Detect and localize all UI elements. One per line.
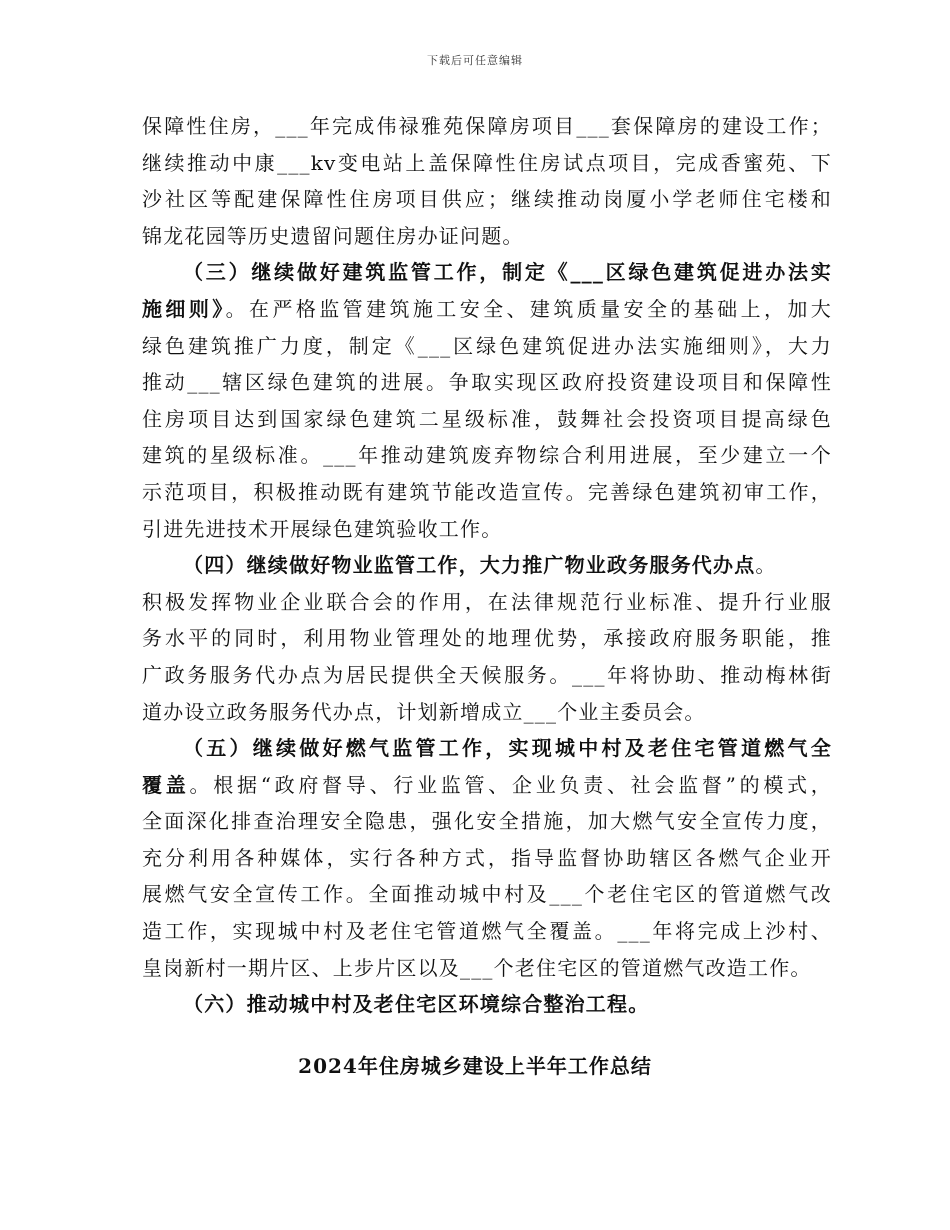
- text-line: 广政务服务代办点为居民提供全天候服务。___年将协助、推动梅林街: [142, 662, 832, 687]
- text-line: [142, 291, 832, 328]
- document-title: 2024年住房城乡建设上半年工作总结: [298, 1054, 652, 1078]
- section-heading: （四）继续做好物业监管工作，大力推广物业政务服务代办点: [183, 553, 756, 578]
- text-line: 务水平的同时，利用物业管理处的地理优势，承接政府服务职能，推: [142, 626, 832, 651]
- text-line: 全面深化排查治理安全隐患，强化安全措施，加大燃气安全宣传力度，: [142, 809, 832, 834]
- text-line: 道办设立政务服务代办点，计划新增成立___个业主委员会。: [142, 699, 706, 724]
- text-run: 。在严格监管建筑施工安全、建筑质量安全的基础上，加大: [225, 296, 832, 321]
- text-line: 绿色建筑推广力度，制定《___区绿色建筑促进办法实施细则》，大力: [142, 333, 832, 358]
- text-line: 积极发挥物业企业联合会的作用，在法律规范行业标准、提升行业服: [142, 589, 832, 614]
- text-line: 锦龙花园等历史遗留问题住房办证问题。: [142, 223, 524, 248]
- text-run: 。根据“政府督导、行业监管、企业负责、社会监督”的模式，: [189, 772, 832, 797]
- text-line: 保障性住房，___年完成伟禄雅苑保障房项目___套保障房的建设工作；: [142, 114, 832, 138]
- section-heading: （三）继续做好建筑监管工作，制定《___区绿色建筑促进办法实: [183, 260, 832, 285]
- text-line: 展燃气安全宣传工作。全面推动城中村及___个老住宅区的管道燃气改: [142, 882, 832, 907]
- paragraph-property-supervision: [142, 547, 832, 730]
- text-line: 充分利用各种媒体，实行各种方式，指导监督协助辖区各燃气企业开: [142, 845, 832, 870]
- section-heading-continued: 施细则》: [142, 296, 226, 321]
- text-line: 示范项目，积极推动既有建筑节能改造宣传。完善绿色建筑初审工作，: [142, 479, 832, 504]
- section-heading: （六）推动城中村及老住宅区环境综合整治工程。: [183, 992, 650, 1017]
- text-line: 皇岗新村一期片区、上步片区以及___个老住宅区的管道燃气改造工作。: [142, 955, 812, 980]
- text-line: 继续推动中康___kv变电站上盖保障性住房试点项目，完成香蜜苑、下: [142, 150, 832, 175]
- paragraph-building-supervision: [142, 254, 832, 547]
- document-body: [142, 108, 832, 1023]
- paragraph-gas-supervision: [142, 730, 832, 986]
- paragraph-housing: [142, 108, 832, 254]
- text-line: 建筑的星级标准。___年推动建筑废弃物综合利用进展，至少建立一个: [142, 443, 832, 468]
- paragraph-village-renovation: [142, 986, 832, 1023]
- text-line: [142, 547, 832, 584]
- section-heading-continued: 覆盖: [142, 772, 190, 797]
- text-line: 推动___辖区绿色建筑的进展。争取实现区政府投资建设项目和保障性: [142, 370, 832, 395]
- text-line: 引进先进技术开展绿色建筑验收工作。: [142, 516, 503, 541]
- section-heading: （五）继续做好燃气监管工作，实现城中村及老住宅管道燃气全: [183, 736, 832, 761]
- text-line: [142, 767, 832, 804]
- page-header: 下载后可任意编辑: [427, 54, 523, 67]
- text-line: 住房项目达到国家绿色建筑二星级标准，鼓舞社会投资项目提高绿色: [142, 406, 832, 431]
- text-run: 。: [755, 553, 777, 578]
- text-line: 造工作，实现城中村及老住宅管道燃气全覆盖。___年将完成上沙村、: [142, 919, 832, 944]
- text-line: 沙社区等配建保障性住房项目供应；继续推动岗厦小学老师住宅楼和: [142, 187, 832, 212]
